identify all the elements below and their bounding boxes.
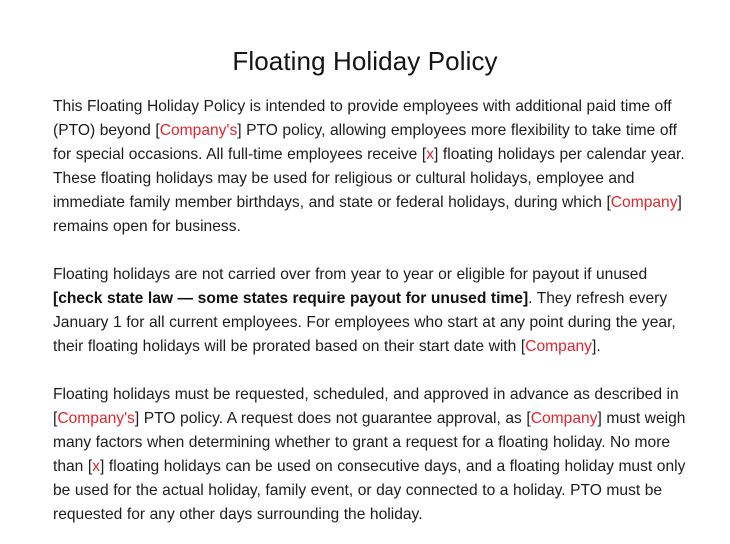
placeholder-bracket: [ bbox=[155, 122, 160, 139]
paragraph-3: Floating holidays must be requested, scheduled, and approved in advance as described in [Company's] PTO policy. A request does not guarantee approval, as [Company] must weigh many factors when determining whether to grant a request for a floating holiday. No more than [x] floating holidays can be used on consecutive days, and a floating holiday must only be used for the actual holiday, family event, or day connected to a holiday. PTO must be requested for any other days surrounding the holiday. bbox=[53, 386, 686, 523]
placeholder-token: x bbox=[92, 458, 101, 475]
placeholder-token: x bbox=[426, 146, 435, 163]
placeholder-token: Company bbox=[525, 338, 592, 355]
placeholder-bracket: ] bbox=[591, 338, 597, 355]
document-body bbox=[53, 95, 687, 527]
placeholder-bracket: [ bbox=[606, 194, 611, 211]
placeholder-bracket: ] bbox=[237, 122, 242, 139]
placeholder-token: Company's bbox=[159, 122, 238, 139]
bold-editorial-note: [check state law — some states require payout for unused time] bbox=[53, 290, 529, 307]
placeholder-bracket: ] bbox=[597, 410, 602, 427]
placeholder-bracket: ] bbox=[134, 410, 140, 427]
placeholder-bracket: ] bbox=[100, 458, 105, 475]
placeholder-bracket: [ bbox=[53, 410, 58, 427]
paragraph-2: Floating holidays are not carried over from year to year or eligible for payout if unused [check state law — some states require payout for unused time]. They refresh every January 1 for all current employees. For employees who start at any point during the year, their floating holidays will be prorated based on their start date with [Company]. bbox=[53, 266, 676, 355]
placeholder-token: Company's bbox=[57, 410, 135, 427]
placeholder-bracket: [ bbox=[526, 410, 531, 427]
placeholder-token: Company bbox=[530, 410, 598, 427]
page-title: Floating Holiday Policy bbox=[232, 46, 498, 77]
placeholder-token: Company bbox=[610, 194, 678, 211]
placeholder-bracket: ] bbox=[434, 146, 439, 163]
placeholder-bracket: ] bbox=[677, 194, 682, 211]
paragraph-1: This Floating Holiday Policy is intended to provide employees with additional paid time off (PTO) beyond [Company's] PTO policy, allowing employees more flexibility to take time off for special occasions. All full-time employees receive [x] floating holidays per calendar year. These floating holidays may be used for religious or cultural holidays, employee and immediate family member birthdays, and state or federal holidays, during which [Company] remains open for business. bbox=[53, 98, 685, 235]
placeholder-bracket: [ bbox=[520, 338, 526, 355]
placeholder-bracket: [ bbox=[421, 146, 427, 163]
placeholder-bracket: [ bbox=[87, 458, 93, 475]
